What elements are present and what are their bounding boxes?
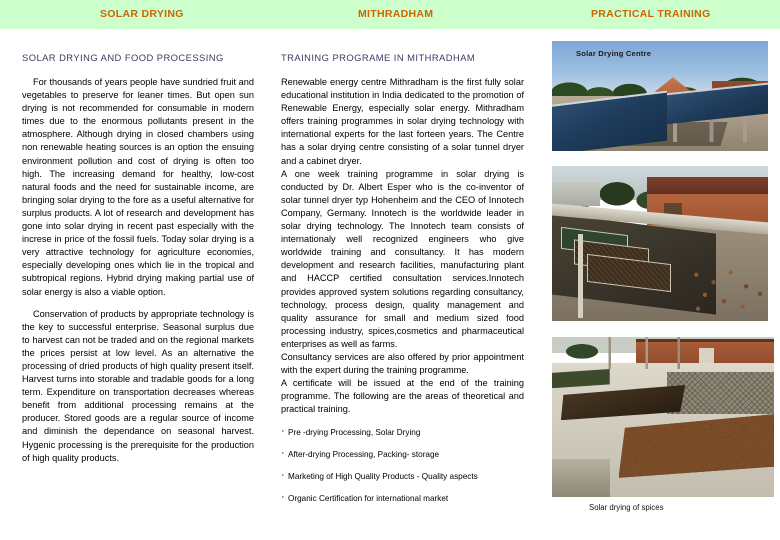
left-column-paragraph-2: Conservation of products by appropriate technology is the key to successful enterprise. Seasonal surplus due to harvest can not be traded and on the regional markets the prices persist at low level. As an alternative the processing of dried products of high quality present itself. Harvest turns into storable and tradable goods for a long term. Expenditure on transportation decreases whereas benefit from additional processing remains at the producer. Stored goods are a regular source of income and diminish the dependance on seasonal harvest. Hygenic processing is the prerequisite for the production of high quality products.: [22, 308, 254, 463]
header-title-practical-training: PRACTICAL TRAINING: [591, 8, 711, 20]
left-building-region: [552, 182, 600, 207]
middle-column-paragraph-2: A one week training programme in solar drying is conducted by Dr. Albert Esper who is the co-inventor of solar tunnel dryer typ Hohenheim and the CEO of Innotech Company, Germany. Innotech is the worldwide leader in solar drying technology. The Innotech team consists of internationaly well recognized engineers who give worldwide training and consultancy. It has modern development and research facilities, manufacturing plant and HACCP certified consultation services.Innotech provides approved system solutions regarding consultancy, technology, process design, quality management and quality assurance for small and medium sized food processing industry, spices,cosmetics and pharmaceutical enterprises as well as farms.: [281, 168, 524, 349]
middle-column-paragraph-4: A certificate will be issued at the end of the training programme. The following are the areas of theoretical and practical training.: [281, 378, 524, 415]
photo-overlay-caption: Solar Drying Centre: [576, 49, 652, 58]
list-item: · Marketing of High Quality Products - Quality aspects: [281, 471, 524, 482]
left-column-paragraph-1: For thousands of years people have sundried fruit and vegetables to preserve for leaner times. But open sun drying is not recommended for consumable in modern times due to the enormous pollutants present in the atmosphere. Although drying in closed chambers using non renewable heating sources is an option the ensuing environment pollution and cost of drying is often too high. The increasing demand for healthy, low-cost natural foods and the need for sustainable income, are bringing solar drying to the fore as a useful alternative for surplus products. A lot of research and development has gone into solar drying in recent past especially with the increse in price of the fossil fuels. Today solar drying is a very attractive technology for agriculture economies, especially developing ones which lie in the tropical and subtropical regions. Hybrid drying making partial use of solar energy is also a viable option.: [22, 77, 254, 297]
floor-edge-region: [552, 459, 610, 497]
support-post: [578, 234, 583, 318]
left-column: [22, 52, 254, 465]
list-item: · After-drying Processing, Packing- storage: [281, 449, 524, 460]
spice-heap-region: [686, 262, 768, 315]
training-areas-list: [281, 427, 524, 504]
support-poles-region: [588, 337, 703, 369]
middle-column: [281, 52, 524, 515]
spice-drying-beds-photo: [552, 337, 774, 497]
list-item: · Organic Certification for international market: [281, 493, 524, 504]
drying-trays-photo: [552, 166, 768, 321]
header-title-mithradham: MITHRADHAM: [358, 8, 434, 20]
left-column-heading: SOLAR DRYING AND FOOD PROCESSING: [22, 52, 224, 63]
solar-drying-centre-photo: [552, 41, 768, 151]
middle-column-paragraph-1: Renewable energy centre Mithradham is the first fully solar educational institution in India dedicated to the promotion of Renewable Energy, especially solar energy. Mithradham offers training programmes in solar drying technology with international experts for the last forteen years. The Centre has a solar drying centre consisting of a solar tunnel dryer and a cabinet dryer.: [281, 77, 524, 166]
photo-bottom-caption: Solar drying of spices: [589, 503, 664, 512]
header-title-solar-drying: SOLAR DRYING: [100, 8, 184, 20]
middle-column-heading: TRAINING PROGRAME IN MITHRADHAM: [281, 52, 476, 63]
list-item: · Pre -drying Processing, Solar Drying: [281, 427, 524, 438]
middle-column-paragraph-3: Consultancy services are also offered by prior appointment with the expert during the training programme.: [281, 351, 524, 376]
